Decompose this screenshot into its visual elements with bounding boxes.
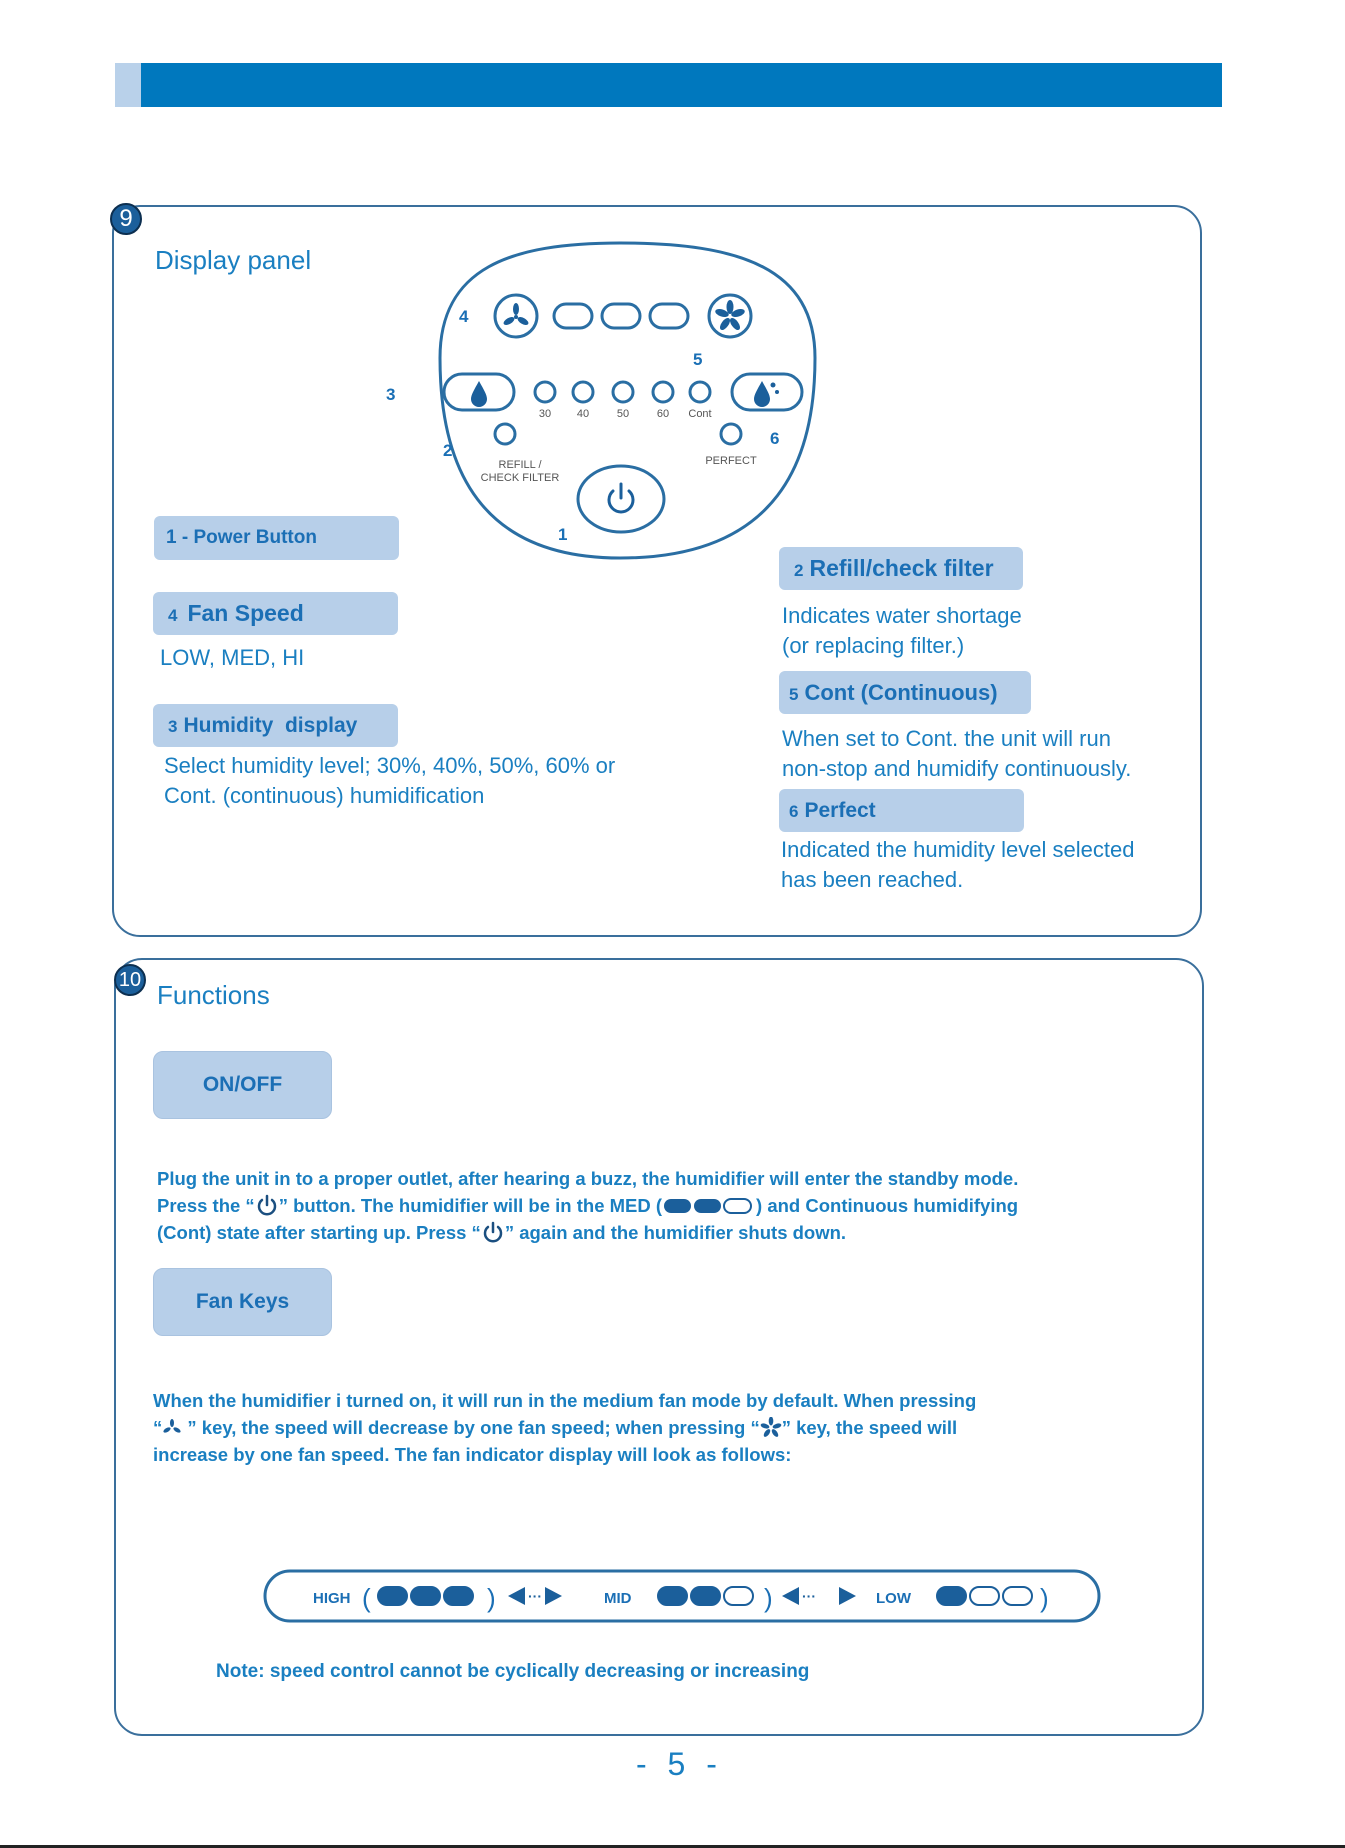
humidity-display-label (153, 704, 398, 747)
onoff-line3-b: ” again and the humidifier shuts down. (504, 1222, 847, 1243)
legend-close-paren: ) (1040, 1583, 1049, 1613)
fan-indicator-low (554, 304, 592, 328)
refill-label (470, 459, 570, 485)
fan-keys-label: Fan Keys (153, 1268, 332, 1336)
fan-keys-paragraph (153, 1387, 976, 1468)
perfect-number: 6 (789, 802, 799, 821)
cont-text: Cont (Continuous) (804, 680, 998, 705)
power-icon (255, 1194, 279, 1216)
power-button (578, 466, 664, 532)
fankeys-line1: When the humidifier i turned on, it will run in the medium fan mode by default. When pressing (153, 1390, 977, 1411)
legend-open-paren: ( (362, 1583, 371, 1613)
onoff-line2 (157, 1192, 1018, 1219)
power-label-text: 1 - Power Button (166, 527, 317, 548)
humidity-up-button (732, 374, 802, 410)
fan-down-icon (162, 1418, 182, 1436)
humidity-40-label: 40 (576, 408, 590, 420)
filled-speed-segment (691, 1587, 720, 1605)
humidity-30-label: 30 (538, 408, 552, 420)
fan-indicator-high (650, 304, 688, 328)
fankeys-line2-a: “ (153, 1417, 163, 1438)
callout-1: 1 (558, 525, 568, 544)
refill-label-line2: CHECK FILTER (480, 472, 560, 484)
fan-up-button (709, 295, 751, 337)
page-number: - 5 - (636, 1746, 723, 1782)
callout-5: 5 (693, 350, 703, 369)
header-bar-accent (115, 63, 141, 107)
humidity-30-indicator (535, 382, 555, 402)
cont-label (779, 671, 1031, 714)
empty-speed-segment (1003, 1587, 1032, 1605)
humidity-60-label: 60 (656, 408, 670, 420)
onoff-line2-a: Press the “ (157, 1195, 255, 1216)
filled-speed-segment (658, 1587, 687, 1605)
cont-desc (782, 724, 1131, 784)
fan-speed-text: Fan Speed (187, 600, 304, 626)
onoff-line2-c: ) and Continuous humidifying (756, 1195, 1019, 1216)
fan-indicator-legend (262, 1566, 1102, 1626)
fan-speed-desc: LOW, MED, HI (160, 645, 305, 670)
med-indicator-icon (662, 1197, 756, 1215)
fan-speed-label (153, 592, 398, 635)
humidity-display-text: Humidity display (183, 714, 358, 737)
humidity-50-label: 50 (616, 408, 630, 420)
refill-label-line1: REFILL / (498, 459, 542, 471)
empty-speed-segment (970, 1587, 999, 1605)
humidity-down-button (444, 374, 514, 410)
fan-down-button (495, 295, 537, 337)
legend-low-label: LOW (876, 1590, 911, 1607)
fankeys-line3: increase by one fan speed. The fan indicator display will look as follows: (153, 1444, 792, 1465)
perfect-indicator (721, 424, 741, 444)
callout-3: 3 (386, 385, 396, 404)
humidity-desc-line2: Cont. (continuous) humidification (164, 783, 485, 808)
legend-high-indicators (378, 1587, 473, 1605)
legend-mid-label: MID (604, 1590, 632, 1607)
perfect-label: PERFECT (705, 455, 757, 467)
refill-indicator (495, 424, 515, 444)
humidity-cont-indicator (690, 382, 710, 402)
onoff-line2-b: ” button. The humidifier will be in the MED ( (278, 1195, 663, 1216)
cont-desc-line1: When set to Cont. the unit will run (782, 726, 1111, 751)
speed-note: Note: speed control cannot be cyclically decreasing or increasing (216, 1661, 810, 1682)
control-panel-diagram (420, 238, 830, 568)
perfect-desc (781, 835, 1134, 895)
cont-number: 5 (789, 685, 799, 704)
header-bar (141, 63, 1222, 107)
filled-speed-segment (937, 1587, 966, 1605)
legend-close-paren: ) (487, 1583, 496, 1613)
filled-speed-segment (444, 1587, 473, 1605)
perfect-item-label (779, 789, 1024, 832)
perfect-desc-line1: Indicated the humidity level selected (781, 837, 1135, 862)
onoff-line3 (157, 1219, 1018, 1246)
section-title: Functions (157, 980, 270, 1010)
section-number-badge: 10 (114, 964, 146, 996)
legend-high-label: HIGH (313, 1590, 351, 1607)
refill-desc-line1: Indicates water shortage (782, 603, 1022, 628)
power-icon (481, 1221, 505, 1243)
refill-number: 2 (794, 561, 804, 580)
legend-low-indicators (937, 1587, 1032, 1605)
onoff-line3-a: (Cont) state after starting up. Press “ (157, 1222, 481, 1243)
callout-2: 2 (443, 441, 453, 460)
section-number-badge: 9 (110, 203, 142, 235)
humidity-40-indicator (573, 382, 593, 402)
fankeys-line2 (153, 1414, 976, 1441)
humidity-50-indicator (613, 382, 633, 402)
humidity-desc-line1: Select humidity level; 30%, 40%, 50%, 60% or (164, 753, 616, 778)
refill-text: Refill/check filter (809, 555, 994, 581)
perfect-text: Perfect (804, 799, 876, 822)
humidity-display-number: 3 (168, 717, 178, 736)
refill-filter-label (779, 547, 1023, 590)
refill-desc (782, 601, 1022, 661)
callout-4: 4 (459, 307, 469, 326)
humidity-60-indicator (653, 382, 673, 402)
fan-indicator-mid (602, 304, 640, 328)
refill-desc-line2: (or replacing filter.) (782, 633, 965, 658)
filled-speed-segment (378, 1587, 407, 1605)
onoff-paragraph (157, 1165, 1018, 1246)
onoff-line1: Plug the unit in to a proper outlet, after hearing a buzz, the humidifier will enter the standby mode. (157, 1168, 1019, 1189)
svg-text:···: ··· (528, 1588, 542, 1604)
legend-mid-indicators (658, 1587, 753, 1605)
svg-text:···: ··· (802, 1588, 816, 1604)
fan-up-icon (760, 1417, 782, 1437)
onoff-label: ON/OFF (153, 1051, 332, 1119)
humidity-cont-label: Cont (688, 408, 712, 420)
section-title: Display panel (155, 245, 312, 275)
cont-desc-line2: non-stop and humidify continuously. (782, 756, 1132, 781)
fankeys-line2-b: ” key, the speed will decrease by one fan speed; when pressing “ (182, 1417, 760, 1438)
power-button-label (154, 516, 399, 560)
perfect-desc-line2: has been reached. (781, 867, 964, 892)
filled-speed-segment (411, 1587, 440, 1605)
callout-6: 6 (770, 429, 780, 448)
fankeys-line2-c: ” key, the speed will (781, 1417, 958, 1438)
empty-speed-segment (724, 1587, 753, 1605)
humidity-display-desc (164, 751, 615, 811)
fan-speed-number: 4 (168, 606, 178, 625)
legend-close-paren: ) (764, 1583, 773, 1613)
